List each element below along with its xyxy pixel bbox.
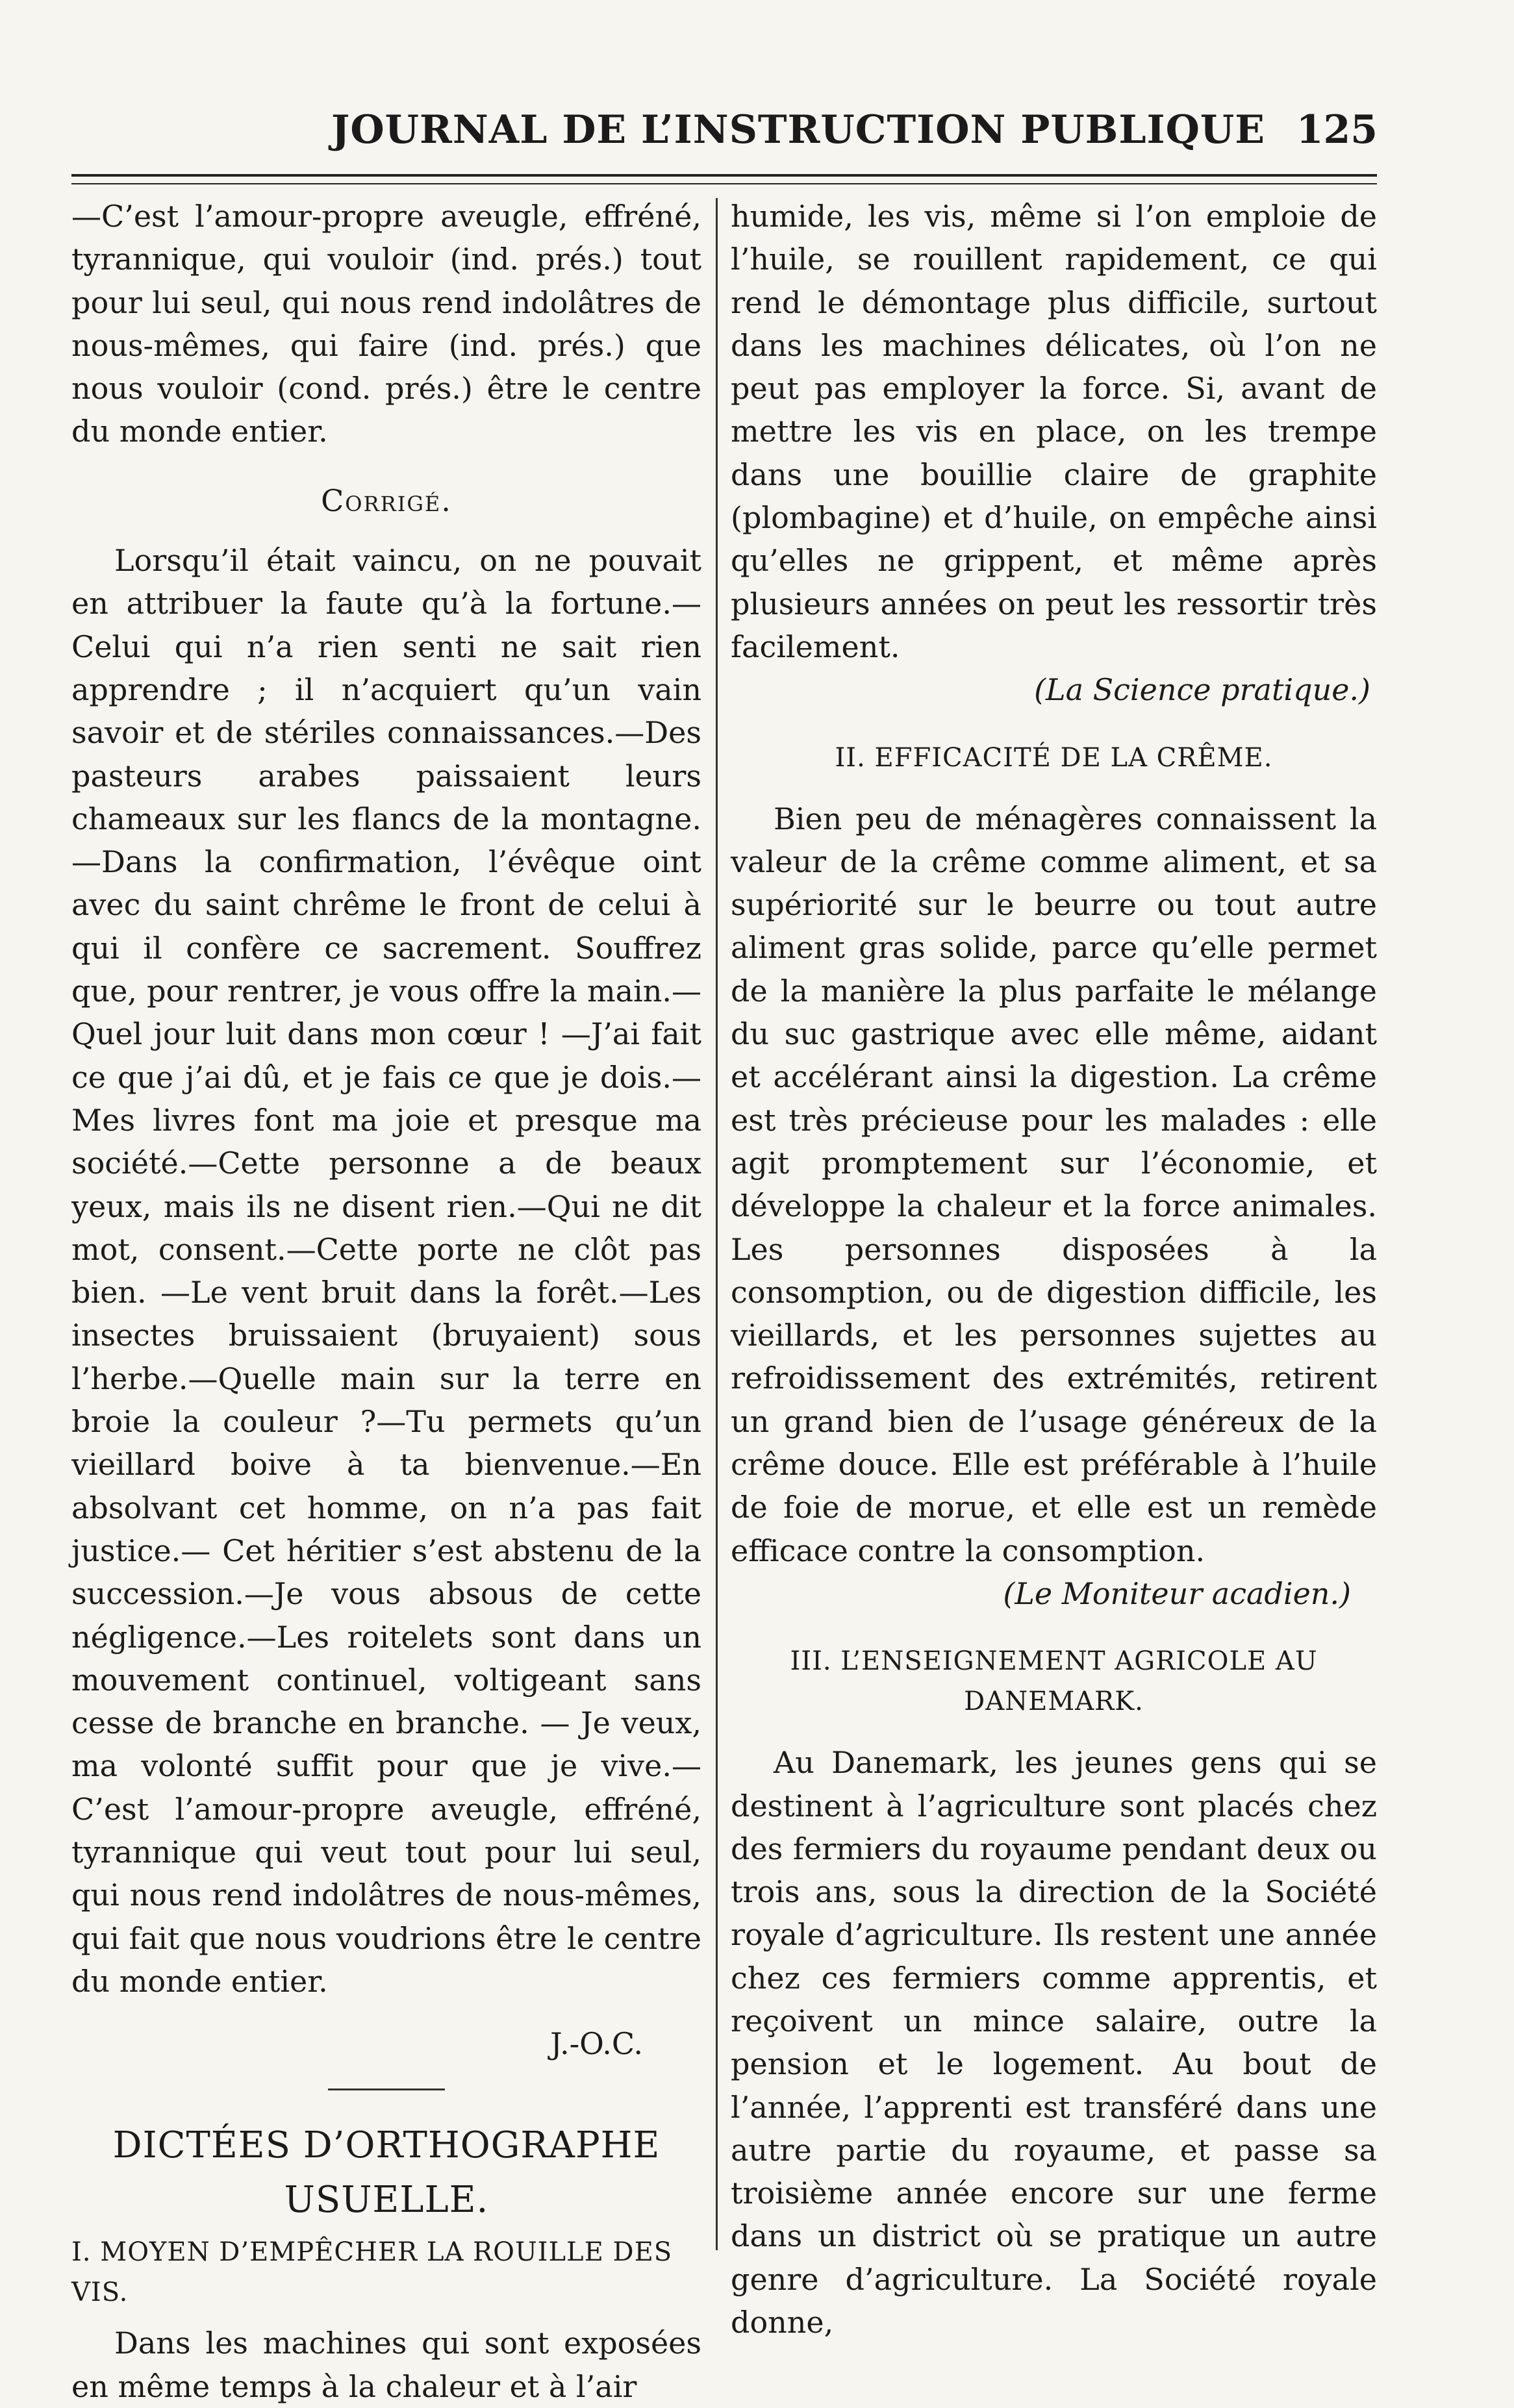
page-header [0, 0, 1514, 188]
danemark-paragraph: Au Danemark, les jeunes gens qui se destinent à l’agriculture sont placés chez des fermiers du royaume pendant deux ou trois ans, sous la direction de la Société royale d’agriculture. Ils restent une année chez ces fermiers comme apprentis, et reçoivent un mince salaire, outre la pension et le logement. Au bout de l’année, l’apprenti est transféré dans une autre partie du royaume, et passe sa troisième année encore sur une ferme dans un district où se pratique un autre genre d’agriculture. La Société royale donne, [731, 1745, 1377, 2340]
creme-paragraph: Bien peu de ménagères connaissent la valeur de la crême comme aliment, et sa supériorité sur le beurre ou tout autre aliment gras solide, parce qu’elle permet de la manière la plus parfaite le mélange du suc gastrique avec elle même, aidant et accélérant ainsi la digestion. La crême est très précieuse pour les malades : elle agit promptement sur l’économie, et développe la chaleur et la force animales. Les personnes disposées à la consomption, ou de digestion difficile, les vieillards, et les personnes sujettes au refroidissement des extrémités, retirent un grand bien de l’usage généreux de la crême douce. Elle est préférable à l’huile de foie de morue, et elle est un remède efficace contre la consomption. [731, 801, 1377, 1568]
left-column [71, 195, 701, 2408]
vis-paragraph-continued: humide, les vis, même si l’on emploie de l’huile, se rouillent rapidement, ce qui rend le démontage plus difficile, surtout dans les machines délicates, où l’on ne peut pas employer la force. Si, avant de mettre les vis en place, on les trempe dans une bouillie claire de graphite (plombagine) et d’huile, on empêche ainsi qu’elles ne grippent, et même après plusieurs années on peut les ressortir très facilement. [731, 199, 1377, 664]
corrige-text: Lorsqu’il était vaincu, on ne pouvait en attribuer la faute qu’à la fortune.—Celui qui n’a rien senti ne sait rien apprendre ; il n’acquiert qu’un vain savoir et de stériles connaissances.—Des pasteurs arabes paissaient leurs chameaux sur les flancs de la montagne.—Dans la confirmation, l’évêque oint avec du saint chrême le front de celui à qui il confère ce sacrement. Souffrez que, pour rentrer, je vous offre la main.—Quel jour luit dans mon cœur ! —J’ai fait ce que j’ai dû, et je fais ce que je dois.—Mes livres font ma joie et presque ma société.—Cette personne a de beaux yeux, mais ils ne disent rien.—Qui ne dit mot, consent.—Cette porte ne clôt pas bien. —Le vent bruit dans la forêt.—Les insectes bruissaient (bruyaient) sous l’herbe.—Quelle main sur la terre en broie la couleur ?—Tu permets qu’un vieillard boive à ta bienvenue.—En absolvant cet homme, on n’a pas fait justice.— Cet héritier s’est abstenu de la succession.—Je vous absous de cette négligence.—Les roitelets sont dans un mouvement continuel, voltigeant sans cesse de branche en branche. — Je veux, ma volonté suffit pour que je vive.— C’est l’amour-propre aveugle, effréné, tyrannique qui veut tout pour lui seul, qui nous rend indolâtres de nous-mêmes, qui fait que nous voudrions être le centre du monde entier. [71, 543, 701, 1999]
section-separator [328, 2088, 445, 2090]
page-number: 125 [1296, 107, 1378, 153]
subsection-heading-2: II. EFFICACITÉ DE LA CRÊME. [835, 742, 1273, 773]
section-title-line-2: USUELLE. [284, 2179, 489, 2222]
vis-paragraph-start: Dans les machines qui sont exposées en même temps à la chaleur et à l’air [71, 2326, 701, 2404]
column-divider [716, 198, 718, 2250]
exercise-paragraph: —C’est l’amour-propre aveugle, effréné, tyrannique, qui vouloir (ind. prés.) tout pour lui seul, qui nous rend indolâtres de nous-mêmes, qui faire (ind. prés.) que nous vouloir (cond. prés.) être le centre du monde entier. [71, 199, 701, 449]
section-title: DICTÉES D’ORTHOGRAPHE [112, 2124, 661, 2167]
subsection-heading-1: I. MOYEN D’EMPÊCHER LA ROUILLE DES VIS. [71, 2237, 673, 2308]
header-rule [71, 174, 1377, 177]
corrige-heading: Corrigé. [321, 483, 452, 518]
right-column [731, 195, 1377, 2344]
source-citation-1: (La Science pratique.) [1034, 672, 1370, 708]
signature: J.-O.C. [550, 2026, 643, 2062]
running-title: JOURNAL DE L’INSTRUCTION PUBLIQUE [331, 107, 1265, 153]
header-rule-thin [71, 183, 1377, 184]
subsection-heading-3: III. L’ENSEIGNEMENT AGRICOLE AU DANEMARK. [790, 1646, 1318, 1717]
source-citation-2: (Le Moniteur acadien.) [1003, 1575, 1351, 1611]
